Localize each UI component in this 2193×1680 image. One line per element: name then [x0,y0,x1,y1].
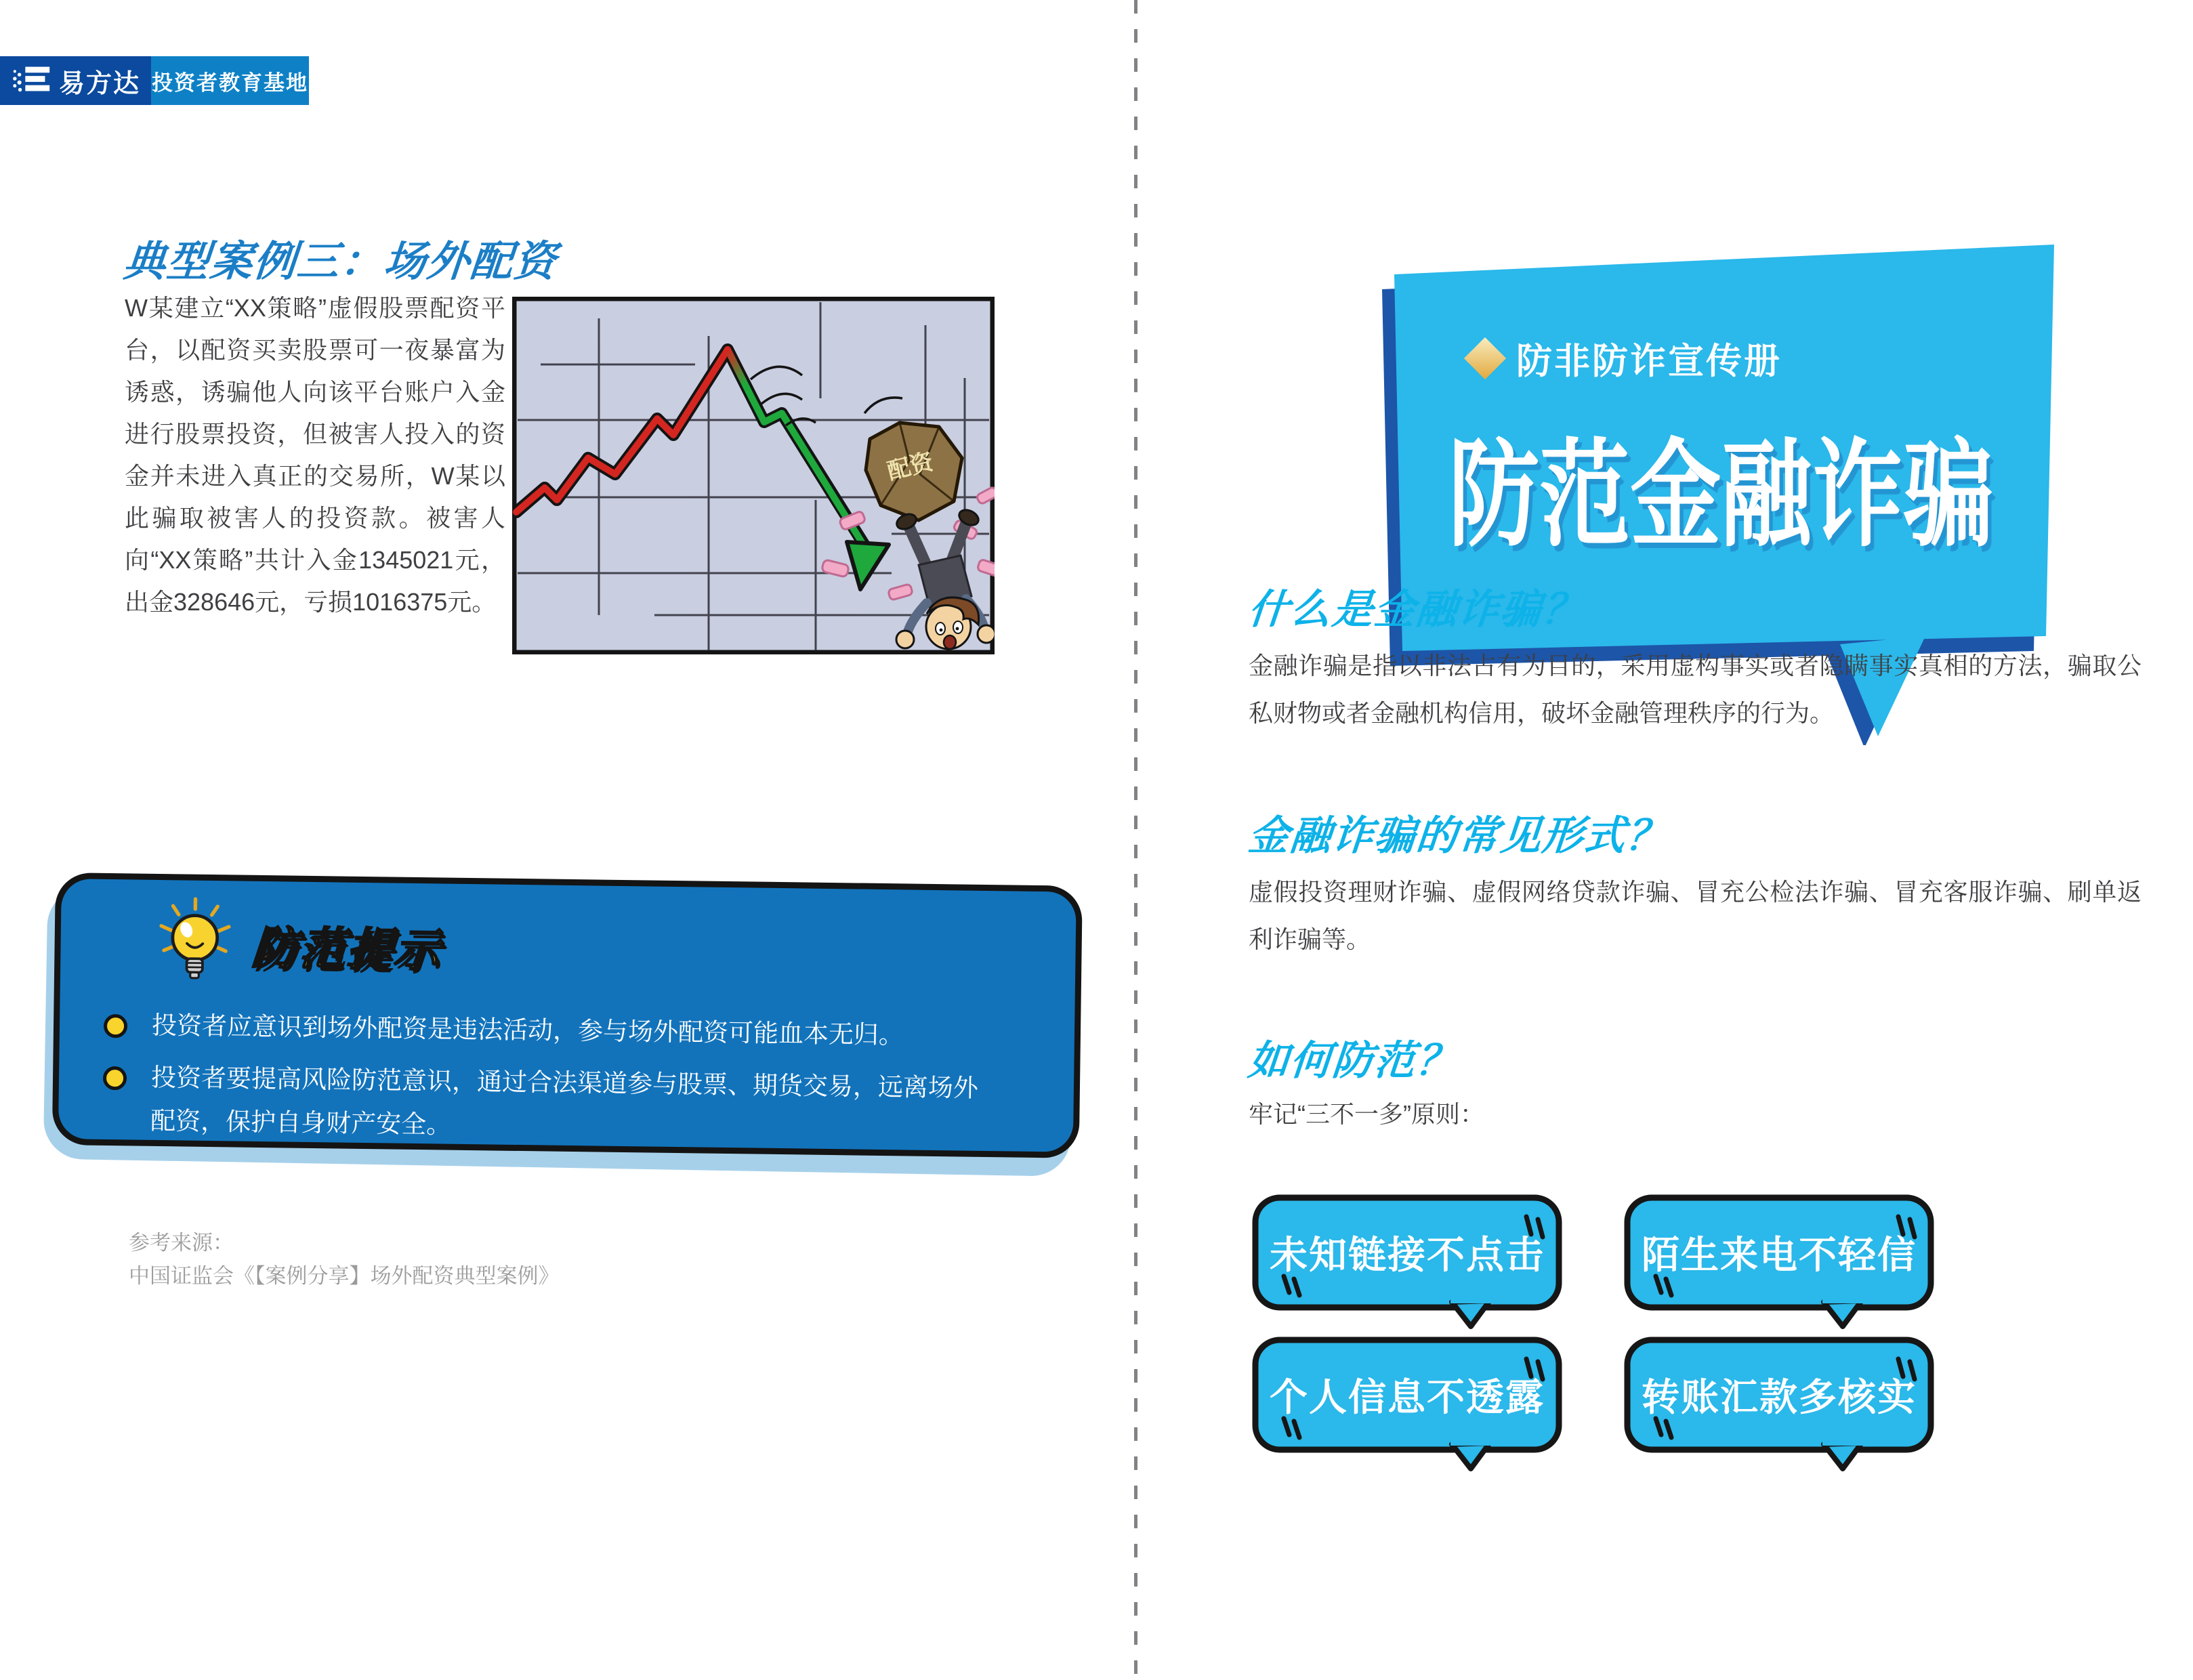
tip-bullet-item: 投资者应意识到场外配资是违法活动，参与场外配资可能血本无归。 [104,1003,986,1058]
brand-header-bar [0,56,309,105]
stock-crash-illustration [512,297,995,654]
section-heading-how-to-prevent: 如何防范？ [1246,1038,1461,1083]
brand-subtitle: 投资者教育基地 [152,70,308,95]
principle-bubble: 未知链接不点击 [1249,1187,1570,1332]
reference-label: 参考来源： [129,1231,234,1255]
lightbulb-icon [154,894,236,992]
case-title: 典型案例三：场外配资 [121,238,560,285]
principle-bubble: 个人信息不透露 [1249,1329,1570,1475]
bullet-dot-icon [104,1014,127,1038]
section-heading-common-forms: 金融诈骗的常见形式？ [1246,813,1671,858]
prevention-tip-box [52,873,1083,1158]
reference-source: 中国证监会《【案例分享】场外配资典型案例》 [129,1264,560,1288]
principle-bubble: 转账汇款多核实 [1621,1329,1942,1475]
peizi-rock [866,423,962,520]
section-body-what-is: 金融诈骗是指以非法占有为目的，采用虚构事实或者隐瞒事实真相的方法，骗取公私财物或者金融机构信用，破坏金融管理秩序的行为。 [1249,652,2142,727]
tip-bullet-item: 投资者要提高风险防范意识，通过合法渠道参与股票、期货交易，远离场外配资，保护自身财产安全。 [102,1055,985,1154]
banner-title: 防范金融诈骗 [1448,430,1994,560]
section-heading-what-is: 什么是金融诈骗？ [1246,587,1587,632]
reference-block [129,1226,560,1293]
rock-label: 配资 [885,448,936,485]
efunds-logo-icon [12,63,54,99]
brand-logo-block [0,56,151,105]
principle-bubble: 陌生来电不轻信 [1621,1187,1942,1332]
brand-subtitle-block [151,56,309,105]
bullet-dot-icon [103,1066,127,1090]
section-body-common-forms: 虚假投资理财诈骗、虚假网络贷款诈骗、冒充公检法诈骗、冒充客服诈骗、刷单返利诈骗等。 [1249,878,2142,953]
section-body-how-to-prevent: 牢记“三不一多”原则： [1249,1100,1484,1128]
banner-tagline-row [1470,333,1782,384]
case-body-text: W某建立“XX策略”虚假股票配资平台，以配资买卖股票可一夜暴富为诱惑，诱骗他人向该平台账户入金进行股票投资，但被害人投入的资金并未进入真正的交易所，W某以此骗取被害人的投资款。被害人向“XX策略”共计入金1345021元，出金328646元，亏损1016375元。 [125,294,505,616]
tip-bullet-list [102,1003,986,1162]
brand-name: 易方达 [58,69,140,98]
banner-tagline: 防非防诈宣传册 [1516,341,1782,381]
page-fold-dashed-divider [1134,0,1137,1680]
diamond-icon [1464,337,1506,379]
tip-box-title: 防范提示 [250,922,444,975]
